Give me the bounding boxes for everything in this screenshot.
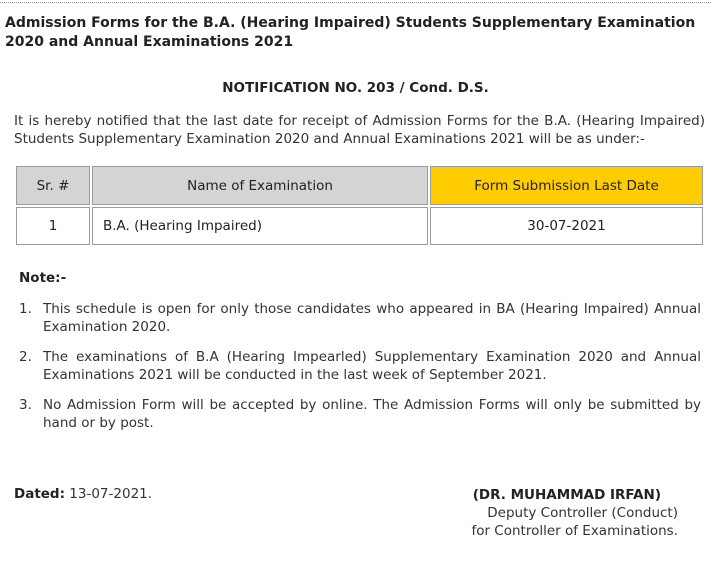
table-row — [16, 207, 703, 245]
signature-block — [440, 486, 678, 540]
note-item — [19, 396, 701, 432]
schedule-table — [14, 164, 705, 247]
note-text: The examinations of B.A (Hearing Impearled) Supplementary Examination 2020 and Annual Examinations 2021 will be conducted in the last week of September 2021. — [43, 349, 701, 383]
top-divider — [0, 2, 711, 3]
cell-last-date: 30-07-2021 — [430, 207, 703, 245]
header-exam-name: Name of Examination — [92, 166, 428, 205]
header-sr-no: Sr. # — [16, 166, 90, 205]
page-title: Admission Forms for the B.A. (Hearing Impaired) Students Supplementary Examination 2020 and Annual Examinations 2021 — [5, 15, 696, 50]
note-text: No Admission Form will be accepted by online. The Admission Forms will only be submitted by hand or by post. — [43, 397, 701, 431]
signatory-office: for Controller of Examinations. — [471, 523, 678, 539]
signatory-name: (DR. MUHAMMAD IRFAN) — [472, 487, 661, 503]
note-item — [19, 300, 701, 336]
dated-value: 13-07-2021. — [69, 486, 153, 502]
note-number: 3. — [19, 397, 32, 413]
note-number: 1. — [19, 301, 32, 317]
note-number: 2. — [19, 349, 32, 365]
cell-sr-no: 1 — [16, 207, 90, 245]
dated-line — [14, 486, 152, 502]
note-text: This schedule is open for only those candidates who appeared in BA (Hearing Impaired) Annual Examination 2020. — [43, 301, 701, 335]
header-last-date: Form Submission Last Date — [430, 166, 703, 205]
notification-number: NOTIFICATION NO. 203 / Cond. D.S. — [222, 80, 489, 96]
table-header-row — [16, 166, 703, 205]
dated-label: Dated: — [14, 486, 65, 502]
notes-heading: Note:- — [19, 270, 67, 286]
note-item — [19, 348, 701, 384]
cell-exam-name: B.A. (Hearing Impaired) — [92, 207, 428, 245]
intro-paragraph: It is hereby notified that the last date for receipt of Admission Forms for the B.A. (Hearing Impaired) Students Supplementary Examination 2020 and Annual Examinations 2021 will be as under:- — [14, 113, 705, 147]
signatory-title: Deputy Controller (Conduct) — [487, 505, 678, 521]
